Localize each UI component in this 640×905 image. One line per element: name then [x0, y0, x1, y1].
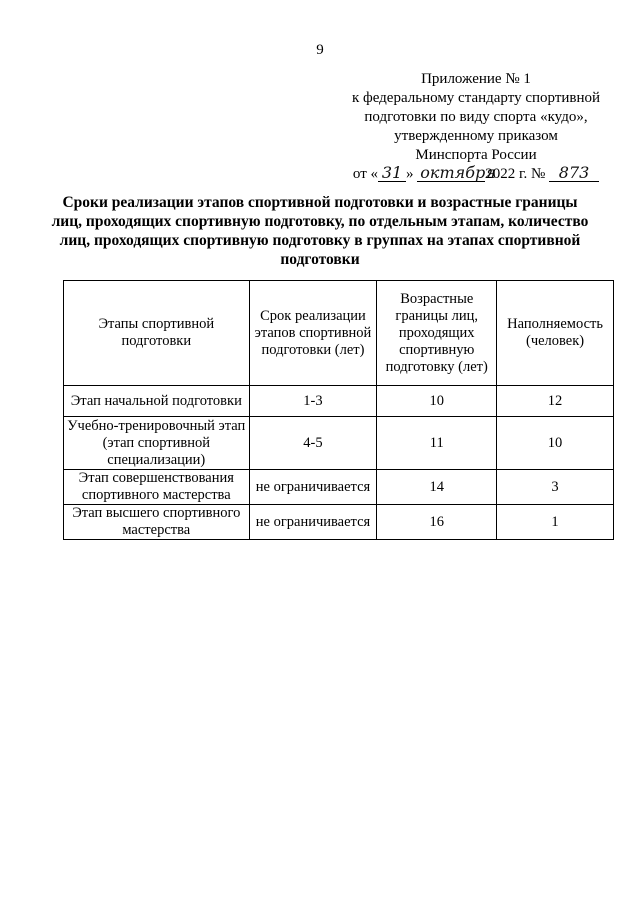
- cell-duration: 1-3: [249, 386, 377, 417]
- page-number: 9: [316, 42, 324, 58]
- cell-duration: не ограничивается: [249, 505, 377, 540]
- order-number-handwritten: 873: [549, 165, 599, 182]
- cell-duration: 4-5: [249, 417, 377, 470]
- header-duration: Срок реализации этапов спортивной подготовки (лет): [249, 281, 377, 386]
- cell-age: 14: [377, 470, 497, 505]
- header-stages: Этапы спортивной подготовки: [64, 281, 250, 386]
- appendix-ministry-line: Минспорта России: [415, 147, 537, 163]
- cell-age: 16: [377, 505, 497, 540]
- cell-stage: Этап высшего спортивного мастерства: [64, 505, 250, 540]
- table-row: [64, 470, 614, 505]
- cell-duration: не ограничивается: [249, 470, 377, 505]
- cell-age: 10: [377, 386, 497, 417]
- appendix-date-line: [336, 165, 616, 184]
- cell-stage: Этап совершенствования спортивного мастерства: [64, 470, 250, 505]
- date-year: 2022 г. №: [485, 166, 546, 182]
- date-day-handwritten: 31: [378, 165, 406, 182]
- header-group-size: Наполняемость (человек): [497, 281, 614, 386]
- appendix-sport-line: подготовки по виду спорта «кудо»,: [364, 109, 588, 125]
- date-month-handwritten: октября: [417, 165, 485, 182]
- stages-table: [63, 280, 614, 540]
- appendix-standard-line: к федеральному стандарту спортивной: [351, 90, 601, 106]
- date-prefix: от «: [352, 166, 379, 182]
- document-title: Сроки реализации этапов спортивной подготовки и возрастные границы лиц, проходящих спортивную подготовку, по отдельным этапам, количество лиц, проходящих спортивную подготовку в группах на этапах спортивной подготовки: [51, 194, 589, 268]
- appendix-number: Приложение № 1: [421, 71, 531, 87]
- appendix-approved-line: утвержденному приказом: [394, 128, 558, 144]
- cell-group-size: 1: [497, 505, 614, 540]
- table-row: [64, 386, 614, 417]
- cell-stage: Учебно-тренировочный этап (этап спортивной специализации): [64, 417, 250, 470]
- appendix-block: [336, 70, 616, 184]
- table-row: [64, 417, 614, 470]
- cell-group-size: 10: [497, 417, 614, 470]
- table-row: [64, 505, 614, 540]
- header-age-limits: Возрастные границы лиц, проходящих спортивную подготовку (лет): [377, 281, 497, 386]
- cell-group-size: 3: [497, 470, 614, 505]
- date-close-quote: »: [406, 166, 414, 182]
- cell-age: 11: [377, 417, 497, 470]
- cell-stage: Этап начальной подготовки: [64, 386, 250, 417]
- cell-group-size: 12: [497, 386, 614, 417]
- table-header-row: [64, 281, 614, 386]
